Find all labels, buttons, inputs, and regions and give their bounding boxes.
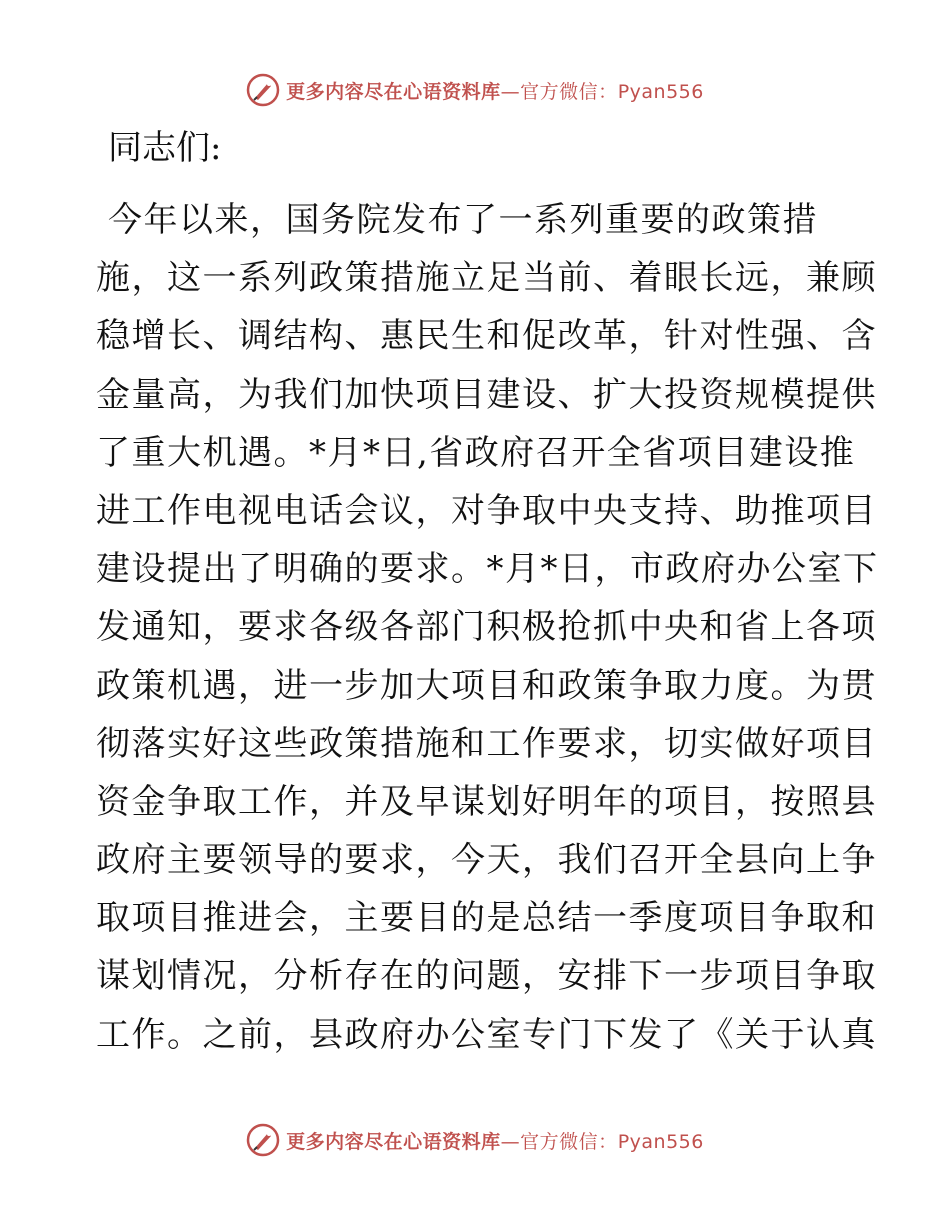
footer-banner: [0, 1120, 950, 1160]
body-line: 金量高，为我们加快项目建设、扩大投资规模提供: [96, 374, 877, 415]
banner-official-label: 官方微信：: [520, 80, 618, 103]
body-line: 彻落实好这些政策措施和工作要求，切实做好项目: [96, 723, 877, 764]
banner-dash: —: [500, 80, 521, 103]
document-body: [96, 196, 879, 1069]
banner-wechat-id: Pyan556: [617, 80, 704, 103]
body-line: 进工作电视电话会议，对争取中央支持、助推项目: [96, 490, 877, 531]
body-line: 谋划情况，分析存在的问题，安排下一步项目争取: [96, 956, 877, 997]
header-banner: [0, 70, 950, 110]
body-line: 取项目推进会，主要目的是总结一季度项目争取和: [96, 898, 877, 939]
body-line: 今年以来，国务院发布了一系列重要的政策措: [108, 200, 818, 240]
banner-brand: 更多内容尽在心语资料库: [286, 80, 501, 103]
salutation: 同志们:: [108, 128, 222, 168]
body-line: 发通知，要求各级各部门积极抢抓中央和省上各项: [96, 607, 877, 648]
banner-text: [286, 1127, 704, 1154]
body-line: 工作。之前，县政府办公室专门下发了《关于认真: [96, 1014, 877, 1055]
feather-pen-logo-icon: [246, 73, 280, 107]
body-line: 政府主要领导的要求，今天，我们召开全县向上争: [96, 840, 877, 881]
banner-wechat-id: Pyan556: [617, 1130, 704, 1153]
banner-text: [286, 77, 704, 104]
banner-official-label: 官方微信：: [520, 1130, 618, 1153]
body-line: 了重大机遇。*月*日,省政府召开全省项目建设推: [96, 432, 856, 473]
feather-pen-logo-icon: [246, 1123, 280, 1157]
banner-brand: 更多内容尽在心语资料库: [286, 1130, 501, 1153]
body-line: 政策机遇，进一步加大项目和政策争取力度。为贯: [96, 665, 877, 706]
body-line: 建设提出了明确的要求。*月*日，市政府办公室下: [96, 549, 879, 590]
banner-dash: —: [500, 1130, 521, 1153]
body-line: 稳增长、调结构、惠民生和促改革，针对性强、含: [96, 316, 877, 357]
body-line: 资金争取工作，并及早谋划好明年的项目，按照县: [96, 781, 877, 822]
body-line: 施，这一系列政策措施立足当前、着眼长远，兼顾: [96, 258, 877, 299]
